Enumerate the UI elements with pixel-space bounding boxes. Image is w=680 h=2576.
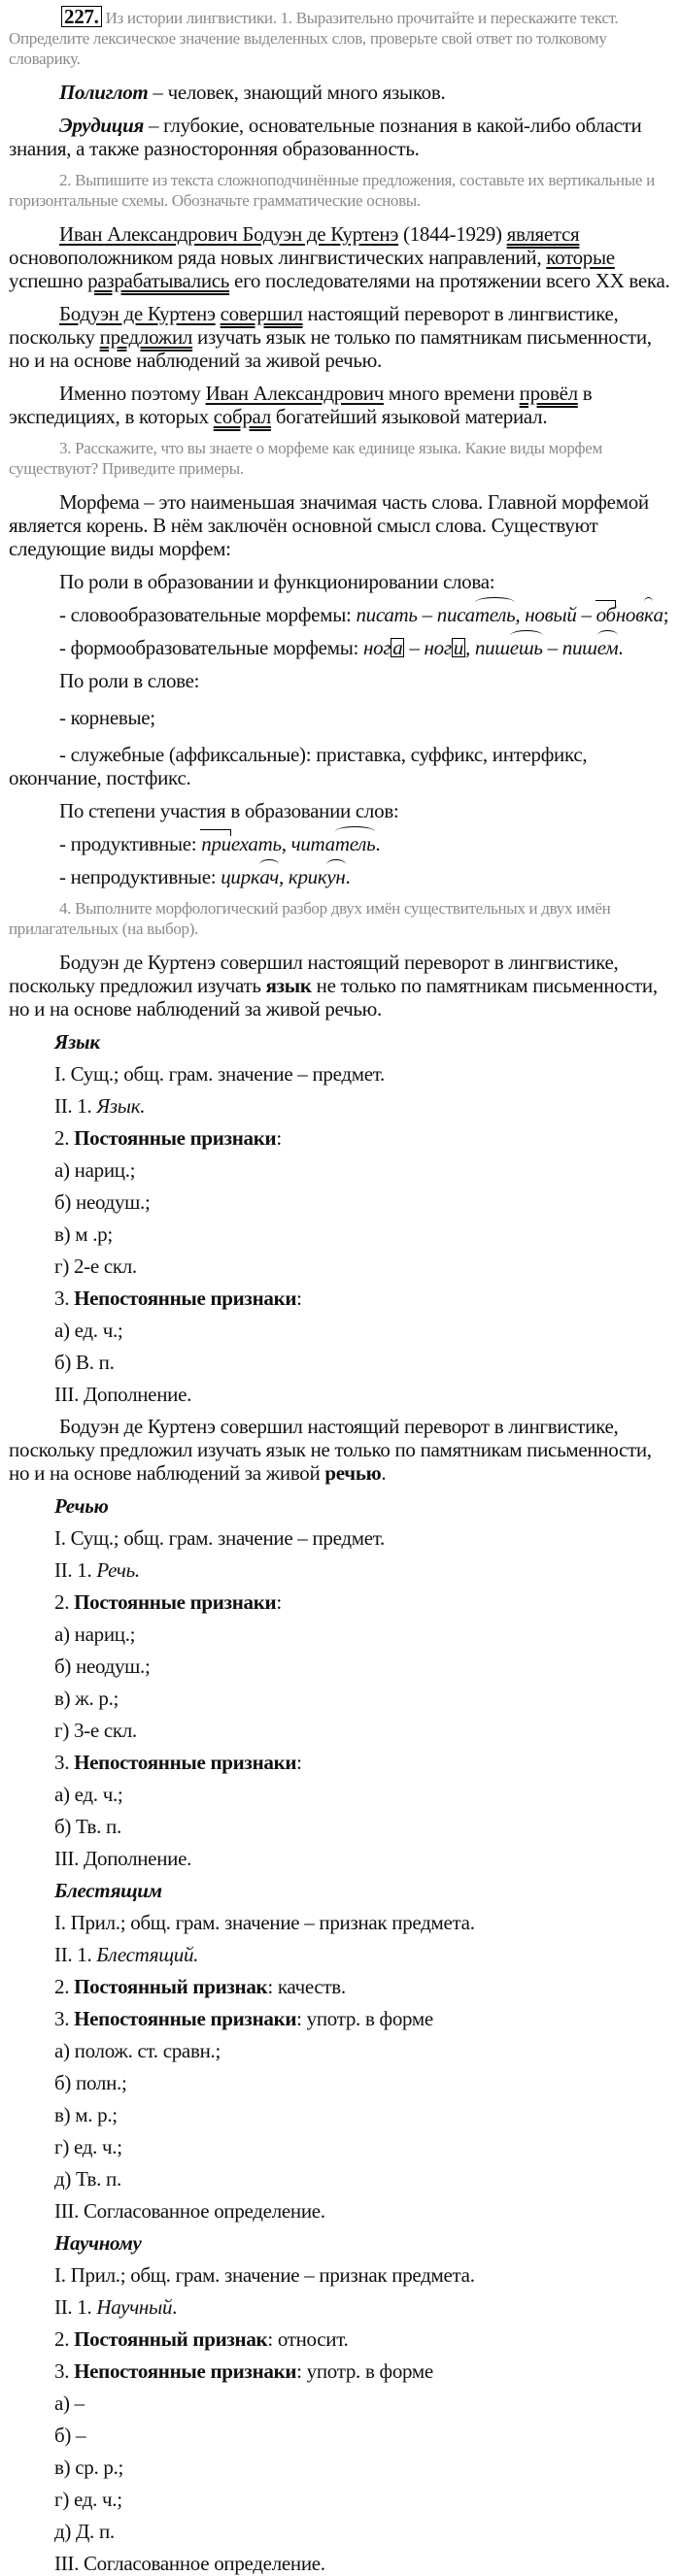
analysis-line [9,2167,672,2191]
text-run: 3. Расскажите, что вы знаете о морфеме как единице языка. Какие виды морфем существуют? Приведите примеры. [9,439,602,478]
bold-text: речью [324,1461,382,1485]
italic-text: , крик [279,865,327,888]
analysis-line [9,1126,672,1150]
text-run: 2. [54,1975,75,1998]
analysis-line [9,1255,672,1278]
text-run: – человек, знающий много языков. [148,81,446,104]
suffix-mark: ем [596,636,619,659]
bold-text: Непостоянные признаки [74,1751,297,1774]
text-run: . [345,865,351,888]
text-run: г) ед. ч.; [54,2135,122,2158]
text-run: - служебные (аффиксальные): приставка, суффикс, интерфикс, окончание, постфикс. [9,743,588,789]
text-run: 2. [54,1590,75,1614]
text-run: д) Д. п. [54,2520,115,2543]
analysis-line [9,1526,672,1550]
term: Полиглот [59,81,149,104]
text-run: . [618,636,624,659]
paragraph [9,799,672,822]
text-run: III. Согласованное определение. [54,2199,325,2223]
text-run: много времени [383,382,520,405]
text-run: основоположником ряда новых лингвистических направлений, [9,246,547,269]
italic-text: а [653,603,663,626]
text-run: III. Согласованное определение. [54,2552,325,2575]
text-run: I. Прил.; общ. грам. значение – признак предмета. [54,1911,475,1934]
text-run: а) ед. ч.; [54,1319,123,1342]
text-run: в) ж. р.; [54,1687,119,1710]
italic-text: – ног [404,636,452,659]
text-run: : качеств. [267,1975,346,1998]
term: Эрудиция [59,114,145,137]
text-run: - формообразовательные морфемы: [59,636,363,659]
analysis-line [9,2552,672,2575]
text-run: I. Прил.; общ. грам. значение – признак предмета. [54,2263,475,2287]
italic-text: ехать, чита [230,832,335,855]
predicate-underlined: разрабатывались [87,269,230,292]
text-run: в экспедициях, в которых [9,382,593,428]
text-run: (1844-1929) [398,222,507,246]
analysis-line [9,1222,672,1246]
bold-text: Постоянные признаки [74,1126,277,1150]
text-run: Из истории лингвистики. 1. Выразительно прочитайте и перескажите текст. Определите лексическое значение выделенных слов, проверьте свой ответ по толковому словарику. [9,9,619,68]
suffix-mark: тель [334,832,376,855]
text-run: д) Тв. п. [54,2167,121,2191]
text-run: III. Дополнение. [54,1383,192,1406]
text-run: - продуктивные: [59,832,202,855]
analysis-line [9,1094,672,1118]
paragraph [9,114,672,160]
analysis-line [9,1062,672,1086]
text-run: . [375,832,381,855]
text-run: - корневые; [59,706,155,729]
analysis-line [9,1687,672,1710]
predicate-underlined: собрал [213,405,271,428]
paragraph [9,865,672,888]
text-run: : [296,1751,302,1774]
ending-box: и [453,636,463,659]
text-run: Научному [54,2231,142,2255]
text-run: Именно поэтому [59,382,206,405]
italic-text: нов [615,603,644,626]
paragraph [9,302,672,372]
analysis-line [9,2135,672,2158]
task-instruction [9,438,672,479]
paragraph [9,570,672,593]
text-run: - непродуктивные: [59,865,221,888]
text-run: в) ср. р.; [54,2456,124,2479]
text-run: б) неодуш.; [54,1190,151,1214]
analysis-line [9,2071,672,2094]
text-run: а) нариц.; [54,1623,136,1646]
text-run: настоящий переворот в лингвистике, поскольку [9,302,619,349]
text-run: 2. [54,1126,75,1150]
text-run: а) нариц.; [54,1158,136,1182]
suffix-mark: ешь [509,636,543,659]
text-run: успешно [9,269,88,292]
paragraph [9,490,672,560]
italic-text: Язык. [96,1094,146,1118]
predicate-underlined: предложил [99,325,193,349]
text-run: б) полн.; [54,2071,127,2094]
paragraph [9,832,672,855]
subject-underlined: которые [546,246,615,269]
text-run: 4. Выполните морфологический разбор двух имён существительных и двух имён прилагательных (на выбор). [9,899,611,938]
analysis-line [9,1351,672,1374]
paragraph [9,603,672,626]
text-run: По степени участия в образовании слов: [59,799,399,822]
text-run: Речью [54,1494,109,1518]
text-run: II. 1. [54,2295,97,2319]
analysis-line [9,1911,672,1934]
suffix-mark: ач [259,865,280,888]
text-run: б) неодуш.; [54,1655,151,1678]
text-run: г) ед. ч.; [54,2488,122,2511]
analysis-line [9,1847,672,1870]
bold-text: язык [265,974,312,997]
text-run: 3. [54,2359,75,2383]
text-run: Бодуэн де Куртенэ совершил настоящий переворот в лингвистике, поскольку предложил изучать язык не только по памятникам письменности, но и на основе наблюдений за живой [9,1415,652,1485]
text-run: Морфема – это наименьшая значимая часть слова. Главной морфемой является корень. В нём заключён основной смысл слова. Существуют следующие виды морфем: [9,490,649,560]
italic-text: Речь. [96,1558,140,1582]
paragraph [9,706,672,729]
text-run: I. Сущ.; общ. грам. значение – предмет. [54,1526,385,1550]
analysis-line [9,1558,672,1582]
bold-text: Постоянный признак [74,1975,268,1998]
analysis-heading [9,1030,672,1054]
analysis-line [9,1287,672,1310]
bold-text: Постоянные признаки [74,1590,277,1614]
prefix-mark: при [201,832,231,855]
analysis-line [9,2327,672,2351]
subject-underlined: Иван Александрович [205,382,384,405]
analysis-line [9,2520,672,2543]
analysis-line [9,2488,672,2511]
prefix-mark: об [595,603,616,626]
analysis-line [9,1719,672,1742]
text-run: 3. [54,1751,75,1774]
italic-text: ног [363,636,391,659]
text-run: : употр. в форме [296,2007,433,2030]
paragraph [9,951,672,1020]
analysis-line [9,2392,672,2415]
text-run: в) м. р.; [54,2103,118,2126]
italic-text: Научный [96,2295,173,2319]
text-run: - словообразовательные морфемы: [59,603,357,626]
analysis-line [9,1190,672,1214]
italic-text: , новый – [515,603,596,626]
text-run: 3. [54,1287,75,1310]
text-run: его последователями на протяжении всего XX века. [229,269,670,292]
text-run: изучать язык не только по памятникам письменности, но и на основе наблюдений за живой речью. [9,325,652,372]
analysis-line [9,1158,672,1182]
text-run: . [172,2295,178,2319]
text-run: II. 1. [54,1558,97,1582]
text-run: 2. Выпишите из текста сложноподчинённые предложения, составьте их вертикальные и горизонтальные схемы. Обозначьте грамматические основы. [9,171,655,210]
suffix-mark: тель [474,603,516,626]
text-run: : употр. в форме [296,2359,433,2383]
text-run: б) В. п. [54,1351,115,1374]
suffix-mark: ун [326,865,346,888]
text-run: ; [663,603,669,626]
ending-box: а [392,636,403,659]
text-run: б) – [54,2424,86,2447]
text-run: : [276,1590,282,1614]
analysis-line [9,2199,672,2223]
bold-text: Постоянный признак [74,2327,268,2351]
text-run: II. 1. [54,1943,97,1966]
analysis-line [9,1783,672,1806]
italic-text: цирк [221,865,260,888]
subject-underlined: Иван Александрович Бодуэн де Куртенэ [59,222,399,246]
text-run: : [276,1126,282,1150]
paragraph [9,382,672,428]
paragraph [9,1415,672,1485]
text-run: не только по памятникам письменности, но и на основе наблюдений за живой речью. [9,974,658,1020]
text-run: б) Тв. п. [54,1815,121,1838]
analysis-line [9,2295,672,2319]
text-run: г) 3-е скл. [54,1719,137,1742]
text-run: а) полож. ст. сравн.; [54,2039,221,2062]
text-run: Блестящим [54,1879,162,1902]
italic-text: , пиш [464,636,510,659]
analysis-line [9,1975,672,1998]
text-run: : относит. [267,2327,349,2351]
subject-underlined: Бодуэн де Куртенэ [59,302,216,325]
analysis-line [9,1751,672,1774]
task-instruction [9,6,672,69]
paragraph [9,669,672,692]
text-run: : [296,1287,302,1310]
task-instruction [9,170,672,211]
analysis-heading [9,1879,672,1902]
text-run: II. 1. [54,1094,97,1118]
task-instruction [9,898,672,939]
analysis-line [9,1623,672,1646]
text-run: 3. [54,2007,75,2030]
predicate-underlined: провёл [519,382,578,405]
analysis-line [9,1383,672,1406]
analysis-line [9,2456,672,2479]
analysis-line [9,2007,672,2030]
text-run: в) м .р; [54,1222,113,1246]
text-run: а) – [54,2392,85,2415]
text-run: Бодуэн де Куртенэ совершил настоящий переворот в лингвистике, поскольку предложил изучать [9,951,619,997]
analysis-line [9,1655,672,1678]
text-run: а) ед. ч.; [54,1783,123,1806]
text-run: – глубокие, основательные познания в какой-либо области знания, а также разносторонняя образованность. [9,114,642,160]
text-run: г) 2-е скл. [54,1255,137,1278]
paragraph [9,222,672,292]
paragraph [9,636,672,659]
paragraph [9,81,672,104]
text-run: III. Дополнение. [54,1847,192,1870]
analysis-line [9,1590,672,1614]
text-run: Язык [54,1030,100,1054]
paragraph [9,743,672,789]
predicate-underlined: является [506,222,580,246]
analysis-line [9,1815,672,1838]
text-run: 2. [54,2327,75,2351]
text-run: . [381,1461,387,1485]
text-run: богатейший языковой материал. [270,405,548,428]
bold-text: Непостоянные признаки [74,1287,297,1310]
analysis-heading [9,1494,672,1518]
exercise-number: 227. [61,6,102,27]
italic-text: писать – писа [356,603,475,626]
analysis-heading [9,2231,672,2255]
suffix-mark: к [643,603,654,626]
bold-text: Непостоянные признаки [74,2007,297,2030]
predicate-underlined: совершил [220,302,303,325]
analysis-line [9,2039,672,2062]
text-run: По роли в образовании и функционировании слова: [59,570,495,593]
analysis-line [9,2263,672,2287]
analysis-line [9,1943,672,1966]
italic-text: – пиш [542,636,597,659]
analysis-line [9,2424,672,2447]
text-run: I. Сущ.; общ. грам. значение – предмет. [54,1062,385,1086]
analysis-line [9,2103,672,2126]
analysis-line [9,2359,672,2383]
bold-text: Непостоянные признаки [74,2359,297,2383]
analysis-line [9,1319,672,1342]
text-run: По роли в слове: [59,669,200,692]
italic-text: Блестящий. [96,1943,199,1966]
